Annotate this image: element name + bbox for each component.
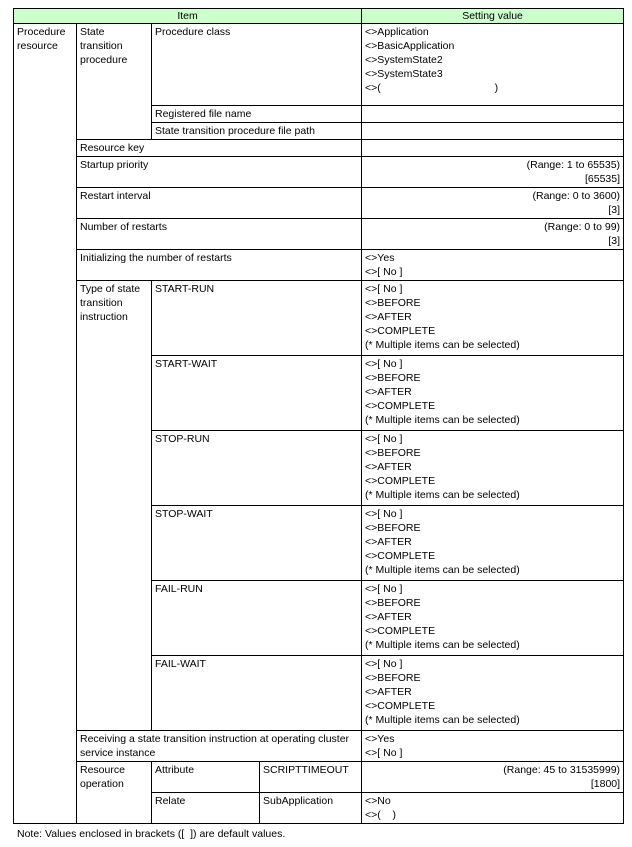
- instruction-option: <>COMPLETE: [365, 475, 436, 487]
- instruction-option: <>[ No ]: [365, 658, 403, 670]
- instruction-option: <>COMPLETE: [365, 550, 436, 562]
- instruction-values: [362, 431, 624, 506]
- file-path-label: State transition procedure file path: [152, 123, 362, 140]
- instruction-values: [362, 506, 624, 581]
- procedure-class-values: [362, 24, 624, 106]
- relate-label: Relate: [152, 793, 260, 824]
- instruction-option: <>[ No ]: [365, 583, 403, 595]
- instruction-name: START-WAIT: [152, 356, 362, 431]
- instruction-option: <>BEFORE: [365, 522, 421, 534]
- instruction-name: STOP-RUN: [152, 431, 362, 506]
- relate-values: [362, 793, 624, 824]
- relate-name: SubApplication: [260, 793, 362, 824]
- spec-table-container: [13, 8, 624, 824]
- procedure-class-option: <>( ): [365, 82, 499, 94]
- attribute-value: [362, 762, 624, 793]
- receiving-instruction-option: <>[ No ]: [365, 747, 403, 759]
- spec-table: [13, 8, 624, 824]
- procedure-class-option: <>Application: [365, 26, 429, 38]
- receiving-instruction-values: [362, 731, 624, 762]
- receiving-instruction-label: Receiving a state transition instruction at operating cluster service instance: [77, 731, 362, 762]
- file-path-value: [362, 123, 624, 140]
- startup-priority-default: [65535]: [585, 173, 621, 185]
- instruction-note: (* Multiple items can be selected): [365, 414, 520, 426]
- type-of-instruction-label: Type of state transition instruction: [77, 281, 152, 731]
- attribute-name: SCRIPTTIMEOUT: [260, 762, 362, 793]
- instruction-option: <>COMPLETE: [365, 400, 436, 412]
- receiving-instruction-option: <>Yes: [365, 733, 395, 745]
- header-setting-value: Setting value: [362, 9, 624, 24]
- restart-interval-label: Restart interval: [77, 188, 362, 219]
- instruction-name: STOP-WAIT: [152, 506, 362, 581]
- instruction-values: [362, 281, 624, 356]
- instruction-option: <>AFTER: [365, 686, 412, 698]
- init-restarts-option: <>[ No ]: [365, 266, 403, 278]
- resource-operation-label: Resource operation: [77, 762, 152, 824]
- instruction-option: <>COMPLETE: [365, 325, 436, 337]
- instruction-option: <>BEFORE: [365, 597, 421, 609]
- attribute-default: [1800]: [590, 778, 621, 790]
- registered-file-name-label: Registered file name: [152, 106, 362, 123]
- instruction-option: <>COMPLETE: [365, 700, 436, 712]
- state-transition-procedure-label: State transition procedure: [77, 24, 152, 140]
- instruction-option: <>COMPLETE: [365, 625, 436, 637]
- restart-interval-range: (Range: 0 to 3600): [532, 190, 621, 202]
- registered-file-name-value: [362, 106, 624, 123]
- instruction-option: <>BEFORE: [365, 447, 421, 459]
- procedure-resource-label: Procedure resource: [14, 24, 77, 824]
- instruction-option: <>[ No ]: [365, 283, 403, 295]
- instruction-note: (* Multiple items can be selected): [365, 639, 520, 651]
- instruction-option: <>[ No ]: [365, 433, 403, 445]
- startup-priority-value: [362, 157, 624, 188]
- number-of-restarts-range: (Range: 0 to 99): [544, 221, 621, 233]
- relate-option: <>( ): [365, 809, 396, 821]
- instruction-values: [362, 356, 624, 431]
- instruction-option: <>AFTER: [365, 461, 412, 473]
- footnote: Note: Values enclosed in brackets ([ ]) are default values.: [17, 828, 286, 840]
- attribute-range: (Range: 45 to 31535999): [503, 764, 621, 776]
- instruction-option: <>AFTER: [365, 386, 412, 398]
- resource-key-value: [362, 140, 624, 157]
- instruction-note: (* Multiple items can be selected): [365, 339, 520, 351]
- startup-priority-range: (Range: 1 to 65535): [526, 159, 621, 171]
- instruction-note: (* Multiple items can be selected): [365, 564, 520, 576]
- procedure-class-option: <>SystemState3: [365, 68, 443, 80]
- instruction-name: START-RUN: [152, 281, 362, 356]
- instruction-option: <>AFTER: [365, 536, 412, 548]
- instruction-note: (* Multiple items can be selected): [365, 714, 520, 726]
- number-of-restarts-value: [362, 219, 624, 250]
- instruction-option: <>BEFORE: [365, 372, 421, 384]
- init-restarts-values: [362, 250, 624, 281]
- instruction-note: (* Multiple items can be selected): [365, 489, 520, 501]
- restart-interval-value: [362, 188, 624, 219]
- attribute-label: Attribute: [152, 762, 260, 793]
- header-item: Item: [14, 9, 362, 24]
- instruction-name: FAIL-WAIT: [152, 656, 362, 731]
- procedure-class-option: <>BasicApplication: [365, 40, 455, 52]
- instruction-option: <>[ No ]: [365, 508, 403, 520]
- instruction-option: <>BEFORE: [365, 297, 421, 309]
- instruction-option: <>AFTER: [365, 611, 412, 623]
- init-restarts-option: <>Yes: [365, 252, 395, 264]
- instruction-option: <>AFTER: [365, 311, 412, 323]
- relate-option: <>No: [365, 795, 391, 807]
- restart-interval-default: [3]: [608, 204, 621, 216]
- resource-key-label: Resource key: [77, 140, 362, 157]
- number-of-restarts-default: [3]: [608, 235, 621, 247]
- instruction-option: <>[ No ]: [365, 358, 403, 370]
- init-restarts-label: Initializing the number of restarts: [77, 250, 362, 281]
- instruction-name: FAIL-RUN: [152, 581, 362, 656]
- startup-priority-label: Startup priority: [77, 157, 362, 188]
- instruction-values: [362, 581, 624, 656]
- procedure-class-label: Procedure class: [152, 24, 362, 106]
- instruction-option: <>BEFORE: [365, 672, 421, 684]
- instruction-values: [362, 656, 624, 731]
- procedure-class-option: <>SystemState2: [365, 54, 443, 66]
- number-of-restarts-label: Number of restarts: [77, 219, 362, 250]
